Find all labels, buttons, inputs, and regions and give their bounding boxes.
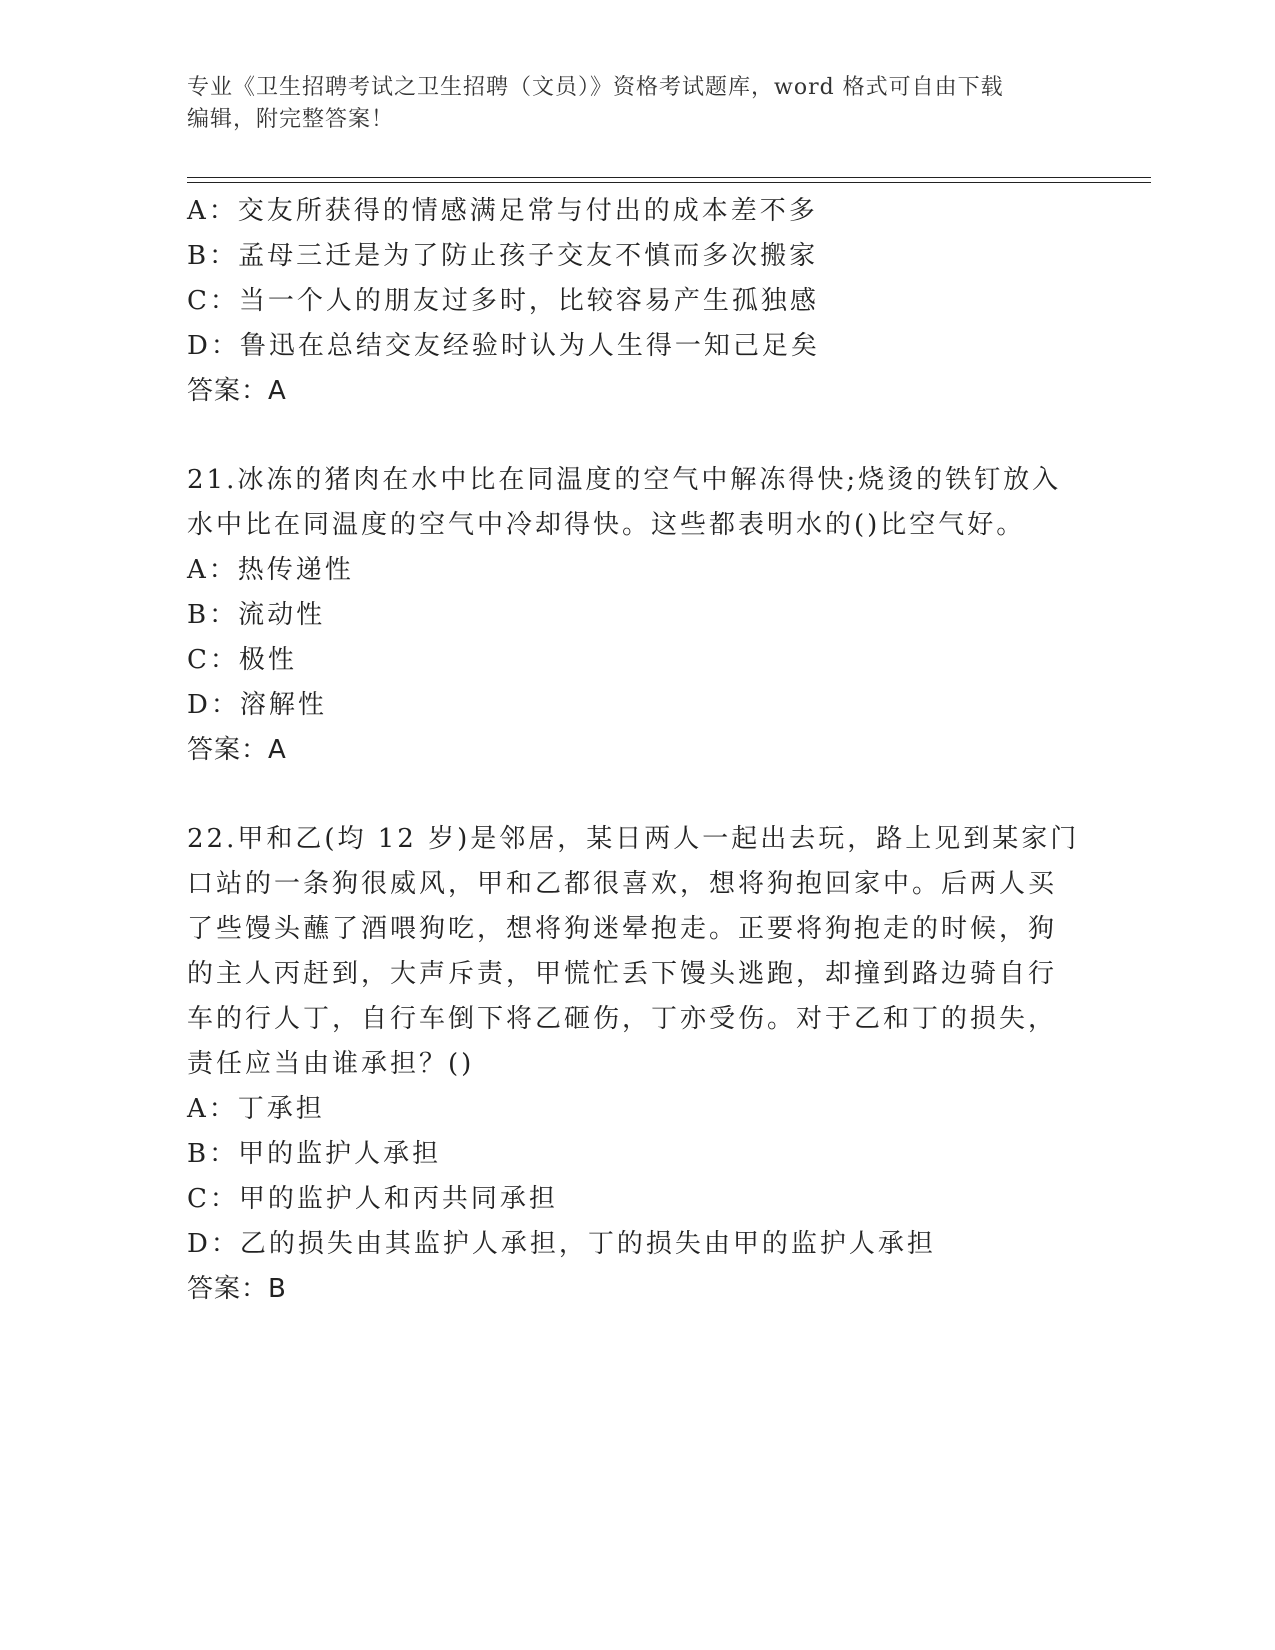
q22-answer: 答案：B (187, 1274, 287, 1304)
q22-option-a: A：丁承担 (187, 1094, 325, 1124)
q22-stem-line-5: 车的行人丁，自行车倒下将乙砸伤，丁亦受伤。对于乙和丁的损失， (187, 1004, 1058, 1034)
q21-option-d: D：溶解性 (187, 690, 327, 720)
q22-option-b: B：甲的监护人承担 (187, 1139, 442, 1169)
q20-answer: 答案：A (187, 376, 287, 406)
q21-option-a: A：热传递性 (187, 555, 354, 585)
q22-stem-line-3: 了些馒头蘸了酒喂狗吃，想将狗迷晕抱走。正要将狗抱走的时候，狗 (187, 914, 1058, 944)
q20-option-d: D：鲁迅在总结交友经验时认为人生得一知己足矣 (187, 331, 820, 361)
q21-option-c: C：极性 (187, 645, 297, 675)
document-header (187, 72, 1067, 136)
q22-stem-line-4: 的主人丙赶到，大声斥责，甲慌忙丢下馒头逃跑，却撞到路边骑自行 (187, 959, 1058, 989)
q21-stem-line-1: 21.冰冻的猪肉在水中比在同温度的空气中解冻得快;烧烫的铁钉放入 (187, 465, 1062, 495)
q22-stem-line-1: 22.甲和乙(均 12 岁)是邻居，某日两人一起出去玩，路上见到某家门 (187, 824, 1080, 854)
q22-option-c: C：甲的监护人和丙共同承担 (187, 1184, 558, 1214)
q22-stem-line-2: 口站的一条狗很威风，甲和乙都很喜欢，想将狗抱回家中。后两人买 (187, 869, 1058, 899)
header-line-2: 编辑，附完整答案！ (187, 107, 395, 132)
q20-option-c: C：当一个人的朋友过多时，比较容易产生孤独感 (187, 286, 819, 316)
header-rule-top (187, 177, 1151, 178)
header-line-1: 专业《卫生招聘考试之卫生招聘（文员）》资格考试题库，word 格式可自由下载 (187, 75, 1004, 100)
header-rule-bottom (187, 182, 1151, 183)
q22-stem-line-6: 责任应当由谁承担？() (187, 1049, 475, 1079)
q20-option-a: A：交友所获得的情感满足常与付出的成本差不多 (187, 196, 818, 226)
q20-option-b: B：孟母三迁是为了防止孩子交友不慎而多次搬家 (187, 241, 819, 271)
q22-option-d: D：乙的损失由其监护人承担，丁的损失由甲的监护人承担 (187, 1229, 936, 1259)
q21-stem-line-2: 水中比在同温度的空气中冷却得快。这些都表明水的()比空气好。 (187, 510, 1026, 540)
q21-answer: 答案：A (187, 735, 287, 765)
q21-option-b: B：流动性 (187, 600, 326, 630)
